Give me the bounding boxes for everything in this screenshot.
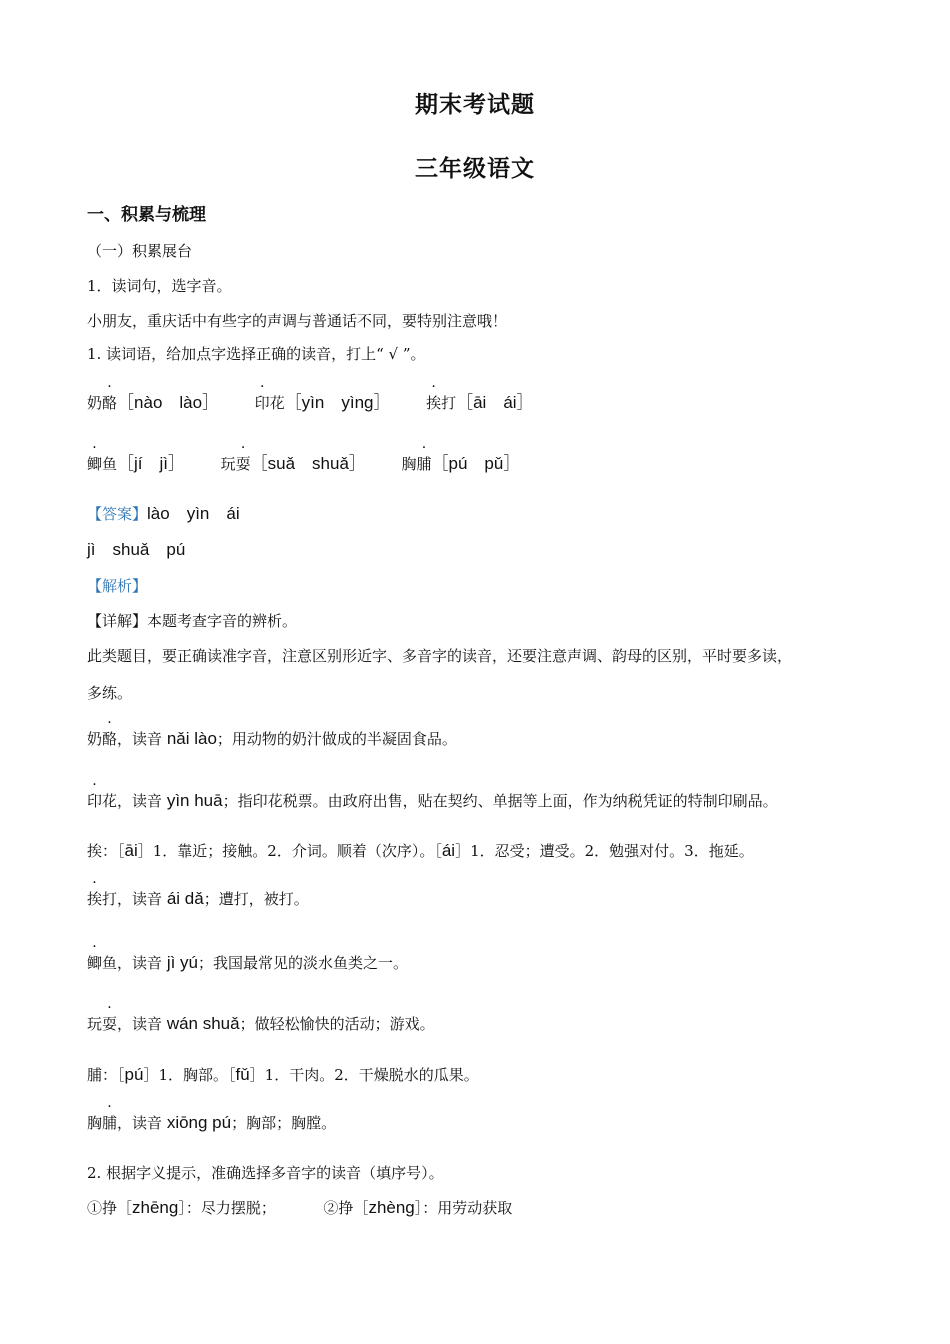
- page-title: 期末考试题: [415, 92, 535, 118]
- word-row-2: [87, 454, 520, 474]
- subsection-heading: （一）积累展台: [87, 242, 193, 260]
- detail-text: 本题考查字音的辨析。: [147, 612, 298, 630]
- definition-line: 脯：［pú］1．胸部。［fǔ］1．干肉。2．干燥脱水的瓜果。: [87, 1065, 479, 1084]
- detail-label: 【详解】: [87, 612, 148, 630]
- page-subtitle: 三年级语文: [415, 156, 535, 182]
- question-2: 2. 根据字义提示，准确选择多音字的读音（填序号）。: [87, 1164, 444, 1182]
- analysis-label: 【解析】: [87, 577, 148, 595]
- question-1-1: 1. 读词语，给加点字选择正确的读音，打上“ √ ”。: [87, 345, 426, 363]
- paragraph-cont: 多练。: [87, 684, 133, 702]
- answer-text-2: jì shuǎ pú: [87, 540, 186, 559]
- section-heading: 一、积累与梳理: [87, 205, 206, 225]
- detail-line: [87, 611, 297, 631]
- word-item: 印花［yìn yìng］: [254, 393, 391, 412]
- word-item: 鲫鱼［jí jì］: [87, 454, 186, 473]
- word-item: 奶酪［nào lào］: [87, 393, 220, 412]
- paragraph: 此类题目，要正确读准字音，注意区别形近字、多音字的读音，还要注意声调、韵母的区别，平时要多读，: [87, 647, 793, 665]
- question-intro: 小朋友，重庆话中有些字的声调与普通话不同，要特别注意哦！: [87, 312, 508, 330]
- explain-line: 鲫鱼，读音 jì yú；我国最常见的淡水鱼类之一。: [87, 953, 409, 972]
- explain-line: 挨打，读音 ái dǎ；遭打，被打。: [87, 889, 309, 908]
- word-item: 玩耍［suǎ shuǎ］: [220, 454, 366, 473]
- word-item: 胸脯［pú pǔ］: [401, 454, 521, 473]
- explain-line: 玩耍，读音 wán shuǎ；做轻松愉快的活动；游戏。: [87, 1014, 435, 1033]
- answer-label: 【答案】: [87, 505, 148, 523]
- answer-line: [87, 504, 240, 524]
- explain-line: 胸脯，读音 xiōng pú；胸部；胸膛。: [87, 1113, 337, 1132]
- explain-line: 奶酪，读音 nǎi lào；用动物的奶汁做成的半凝固食品。: [87, 729, 457, 748]
- definition-line: 挨：［āi］1．靠近；接触。2．介词。顺着（次序）。［ái］1．忍受；遭受。2．勉强对付。3．拖延。: [87, 841, 754, 860]
- word-item: 挨打［āi ái］: [426, 393, 534, 412]
- option-item: ①挣［zhēng］：尽力摆脱；: [87, 1198, 276, 1217]
- question-1: 1．读词句，选字音。: [87, 277, 232, 295]
- option-item: ②挣［zhèng］：用劳动获取: [323, 1198, 513, 1217]
- word-row-1: [87, 393, 534, 413]
- explain-line: 印花，读音 yìn huā；指印花税票。由政府出售，贴在契约、单据等上面，作为纳税凭证的特制印刷品。: [87, 791, 778, 810]
- answer-text: lào yìn ái: [147, 504, 240, 523]
- zheng-options: [87, 1198, 512, 1218]
